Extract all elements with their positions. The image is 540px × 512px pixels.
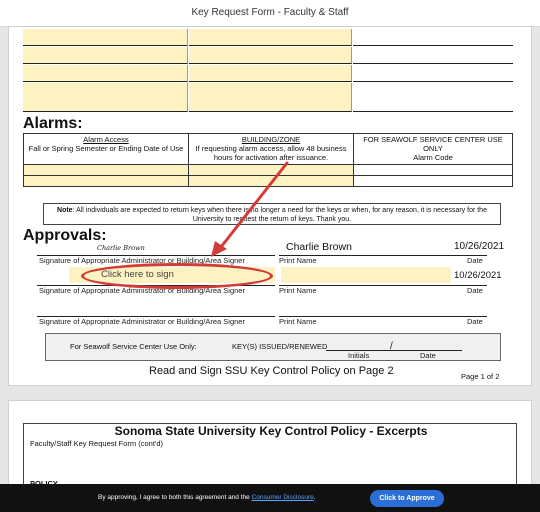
window-title: Key Request Form - Faculty & Staff [0,0,540,27]
policy-subtitle: Faculty/Staff Key Request Form (cont'd) [30,439,164,448]
print-name-label: Print Name [279,317,317,326]
page-number: Page 1 of 2 [461,372,500,381]
building-zone-sub: If requesting alarm access, allow 48 business hours for activation after issuance. [195,144,347,162]
seawolf-date-label: Date [420,351,436,360]
alarms-heading: Alarms: [23,115,83,132]
approval-bar [0,484,540,512]
policy-title: Sonoma State University Key Control Policy - Excerpts [114,424,428,438]
slash: / [390,341,393,352]
date-label: Date [467,286,483,295]
signature-label: Signature of Appropriate Administrator or Building/Area Signer [39,317,245,326]
keys-issued-label: KEY(S) ISSUED/RENEWED [232,342,328,351]
signature-label: Signature of Appropriate Administrator or Building/Area Signer [39,286,245,295]
date-2: 10/26/2021 [454,270,502,281]
alarm-code-header: Alarm Code [413,153,453,162]
print-name-label: Print Name [279,286,317,295]
date-1: 10/26/2021 [454,241,505,252]
read-sign-notice: Read and Sign SSU Key Control Policy on Page 2 [149,365,394,377]
date-label: Date [467,256,483,265]
note-label: Note [57,207,73,214]
alarm-access-sub: Fall or Spring Semester or Ending Date of Use [28,144,184,153]
seawolf-label: For Seawolf Service Center Use Only: [70,342,197,351]
initials-label: Initials [348,351,370,360]
click-to-approve-button[interactable]: Click to Approve [370,490,444,507]
approval-agreement-text [98,494,316,501]
building-zone-header: BUILDING/ZONE [241,135,301,144]
initials-date-line [326,350,462,351]
seawolf-only-header: FOR SEAWOLF SERVICE CENTER USE ONLY [363,135,503,153]
signature-label: Signature of Appropriate Administrator or Building/Area Signer [39,256,245,265]
agreement-text: By approving, I agree to both this agreement and the [98,494,252,501]
print-name-1: Charlie Brown [286,241,352,253]
print-name-label: Print Name [279,256,317,265]
seawolf-service-box [45,333,501,361]
signature-1: Charlie Brown [97,244,145,252]
date-label: Date [467,317,483,326]
note-text: : All individuals are expected to return keys when there is no longer a need for the keys or when, for any reason, it is necessary for the University to request the return of keys. Thank you. [72,207,487,223]
period: . [313,494,316,501]
consumer-disclosure-link[interactable]: Consumer Disclosure [251,494,314,501]
alarm-access-header: Alarm Access [83,135,129,144]
click-to-sign-field[interactable]: Click here to sign [69,267,275,283]
approvals-heading: Approvals: [23,227,107,244]
page-1 [8,26,532,386]
